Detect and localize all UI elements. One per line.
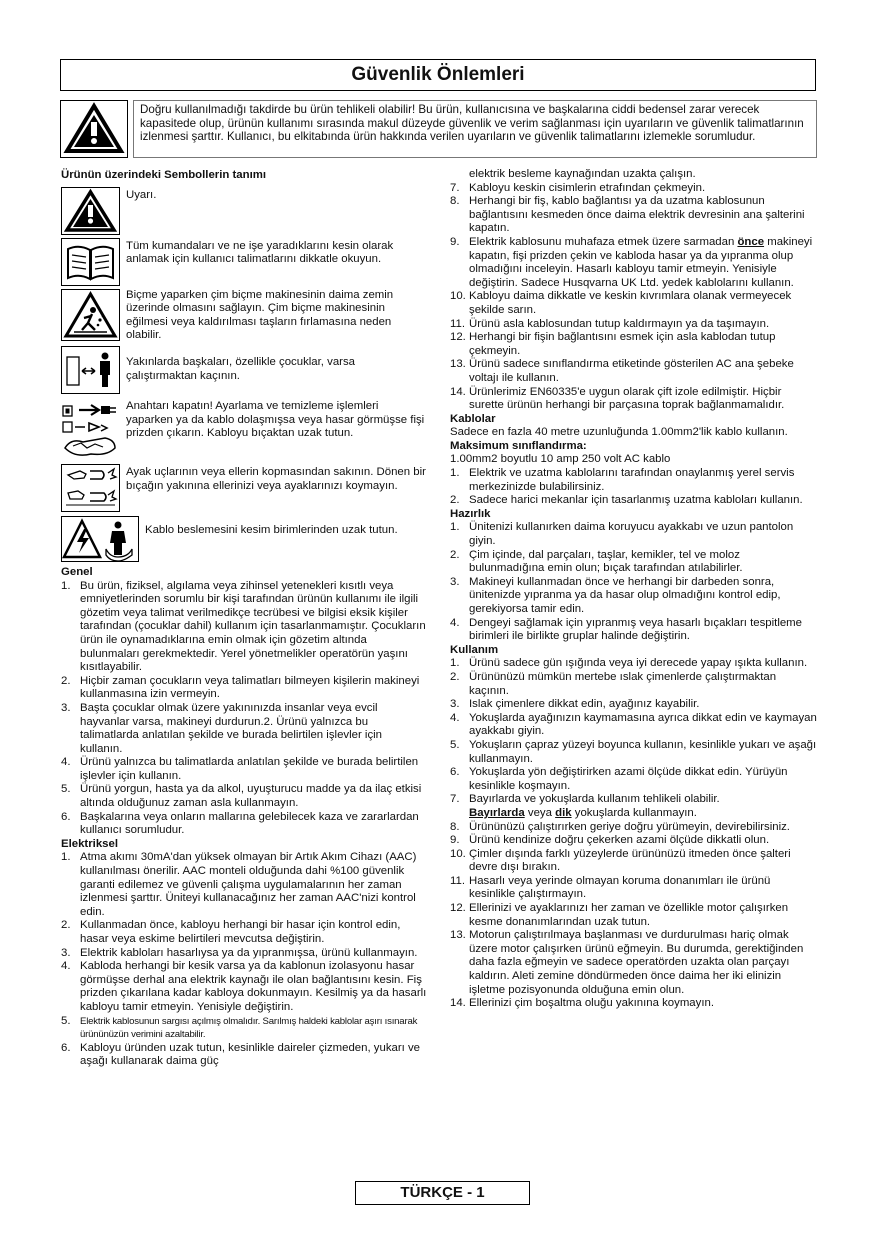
list-number: 13. [450, 358, 466, 371]
list-number: 12. [450, 331, 466, 344]
symbol-row [61, 238, 427, 286]
symbol-text: Tüm kumandaları ve ne işe yaradıklarını kesin olarak anlamak için kullanıcı talimatlarını dikkatle okuyun. [126, 239, 394, 266]
list-number: 4. [61, 960, 71, 973]
intro-warning-text: Doğru kullanılmadığı takdirde bu ürün tehlikeli olabilir! Bu ürün, kullanıcısına ve başkalarına ciddi bedensel zarar verecek kapasitede olup, ürünün kullanımı sırasında makul düzeyde güvenlik ve verim sağlanması için uyarıların ve güvenlik talimatlarının izlenmesi şarttır. Kullanıcı, bu elkitabında ürün hakkında verilen uyarıların ve güvenlik talimatlarını izlemekle sorumludur. [133, 100, 817, 158]
list-item [61, 675, 427, 702]
list-number: 11. [450, 874, 465, 887]
list-item [450, 195, 818, 236]
list-item [450, 997, 818, 1011]
section-heading-kullanim: Kullanım [450, 643, 499, 656]
list-item [450, 671, 818, 698]
list-text: Ürünlerimiz EN60335'e uygun olarak çift izole edilmiştir. Hiçbir surette ürünün herhangi bir parçasına toprak bağlanmamalıdır. [469, 385, 785, 412]
list-number: 2. [61, 674, 71, 687]
warning-triangle-icon [60, 100, 128, 158]
text-fragment: Bayırlarda ve yokuşlarda kullanım tehlikeli olabilir. [469, 793, 720, 806]
list-item [61, 947, 427, 961]
list-number: 5. [61, 783, 71, 796]
symbol-text: Kablo beslemesini kesim birimlerinden uzak tutun. [145, 523, 398, 536]
text-fragment: makineyi kapatın, fişi prizden çekin ve kabloda hasar ya da yıpranma olup olmadığını inceleyin. Hasarlı kabloyu tamir etmeyin. Yenisiyle değiştirin. Sadece Husqvarna UK Ltd. yedek kablolarını kullanın. [469, 235, 813, 289]
list-text: Motorun çalıştırılmaya başlanması ve durdurulması hariç olmak üzere motor çalışırken ürünü eğmeyin. Bu durumda, gerektiğinden daha fazla eğmeyin ve sadece operatörden uzakta olan parçayı kaldırın. Aleti zemine döndürmeden önce daima her iki elinizin işletme pozisyonunda olduğuna emin olun. [469, 929, 804, 996]
list-item [61, 960, 427, 1014]
text-fragment: Elektrik kablosunu muhafaza etmek üzere sarmadan [469, 235, 738, 248]
list-text: Bu ürün, fiziksel, algılama veya zihinsel yetenekleri kısıtlı veya emniyetlerinden sorumlu bir kişi tarafından ürünün kullanımı ile ilgili gözetim veya talimat verilmedikçe tecrübesi ve bilgisi eksik kişiler tarafından (çocuklar dahil) kullanım için tasarlanmamıştır. Çocukların ürün ile oynamadıklarına emin olmak için gözetim altında bulunmaları gerekmektedir. Yerel yönetmelikler operatörün yaşını kısıtlayabilir. [80, 579, 426, 674]
list-number: 6. [61, 1041, 71, 1054]
list-number: 8. [450, 195, 460, 208]
list-number: 9. [450, 235, 460, 248]
list-item [450, 331, 818, 358]
unplug-icon [61, 398, 120, 460]
section-heading-kablolar: Kablolar [450, 412, 496, 425]
list-number: 3. [450, 698, 460, 711]
list-number: 6. [61, 810, 71, 823]
list-number: 12. [450, 902, 466, 915]
list-item [450, 875, 818, 902]
manual-book-icon [61, 238, 120, 286]
symbol-row [61, 516, 427, 562]
list-text: Yokuşların çapraz yüzeyi boyunca kullanın, kesinlikle yukarı ve aşağı kullanmayın. [469, 738, 817, 765]
list-number: 2. [450, 548, 460, 561]
list-number: 7. [450, 793, 460, 806]
blade-hands-feet-icon [61, 464, 120, 512]
list-number: 13. [450, 929, 466, 942]
list-text: Ürünü sadece sınıflandırma etiketinde gösterilen AC ana şebeke voltajı ile kullanın. [469, 358, 794, 384]
list-item [450, 821, 818, 835]
list-text: Ellerinizi ve ayaklarınızı her zaman ve özellikle motor çalışırken kesme donanımlarından uzak tutun. [469, 902, 789, 928]
list-text: Çim içinde, dal parçaları, taşlar, kemikler, tel ve moloz bulunmadığına emin olun; bıçak tarafından atılabilirler. [469, 548, 743, 575]
list-number: 7. [450, 181, 460, 194]
list-text: Ürününüzü çalıştırırken geriye doğru yürümeyin, devirebilirsiniz. [469, 820, 790, 833]
elektriksel-list [61, 851, 427, 1069]
list-number: 8. [450, 820, 460, 833]
list-text [469, 236, 818, 290]
list-item [450, 739, 818, 766]
list-item [450, 657, 818, 671]
list-item [450, 698, 818, 712]
list-number: 9. [450, 834, 460, 847]
list-item [450, 494, 818, 508]
list-text: Ellerinizi çim boşaltma oluğu yakınına koymayın. [469, 997, 715, 1010]
underlined-word: Bayırlarda [469, 806, 525, 819]
list-text: Ünitenizi kullanırken daima koruyucu ayakkabı ve uzun pantolon giyin. [469, 521, 794, 548]
list-item [450, 318, 818, 332]
section-heading-maksimum: Maksimum sınıflandırma: [450, 439, 587, 452]
list-number: 14. [450, 385, 466, 398]
kablolar-text: Sadece en fazla 40 metre uzunluğunda 1.00mm2'lik kablo kullanın. [450, 426, 788, 439]
list-number: 2. [61, 919, 71, 932]
underlined-word: önce [737, 235, 765, 248]
list-text: Herhangi bir fişin bağlantısını esmek için asla kablodan tutup çekmeyin. [469, 331, 776, 357]
list-item [450, 929, 818, 997]
list-number: 3. [450, 575, 460, 588]
page-title: Güvenlik Önlemleri [60, 59, 816, 91]
maksimum-text: 1.00mm2 boyutlu 10 amp 250 volt AC kablo [450, 453, 671, 466]
list-text: Başkalarına veya onların mallarına gelebilecek kaza ve zararlardan kullanıcı sorumludur. [80, 810, 419, 837]
list-number: 5. [61, 1014, 71, 1027]
list-text: Ürünü kendinize doğru çekerken azami ölçüde dikkatli olun. [469, 834, 770, 847]
list-text: Atma akımı 30mA'dan yüksek olmayan bir Artık Akım Cihazı (AAC) kullanılması önerilir. AAC monteli olduğunda dahi %100 güvenlik garanti edilemez ve güvenli çalışma uygulamalarının her zaman izlenmesi şarttır. Üniteyi kullanacağınız her zaman AAC'nizi kontrol edin. [80, 851, 417, 918]
symbol-text: Ayak uçlarının veya ellerin kopmasından sakının. Dönen bir bıçağın yakınına ellerinizi veya ayaklarınızı koymayın. [126, 465, 426, 492]
kullanim-list [450, 657, 818, 1010]
list-item [450, 848, 818, 875]
list-item [450, 358, 818, 385]
keep-distance-icon [61, 346, 120, 394]
list-item [450, 549, 818, 576]
list-item [450, 793, 818, 820]
list-number: 1. [61, 851, 71, 864]
list-item [450, 182, 818, 196]
maksimum-list [450, 467, 818, 508]
list-text: Kullanmadan önce, kabloyu herhangi bir hasar için kontrol edin, hasar veya eskime belirtileri mevcutsa değiştirin. [80, 919, 401, 945]
list-text: Kabloda herhangi bir kesik varsa ya da kablonun izolasyonu hasar görmüşse derhal ana elektrik kaynağı ile olan bağlantısını kesin. Fiş prizden çıkarılana kadar kabloya dokunmayın. Kesilmiş ya da hasarlı kabloyu tamir etmeyin. Yenisiyle değiştirin. [80, 960, 427, 1013]
list-text: Elektrik kabloları hasarlıysa ya da yıpranmışsa, ürünü kullanmayın. [80, 946, 418, 959]
list-text: Kabloyu üründen uzak tutun, kesinlikle daireler çizmeden, yukarı ve aşağı kullanarak daima güç [80, 1041, 421, 1068]
electric-cutting-icon [61, 516, 139, 562]
list-number: 1. [450, 657, 460, 670]
list-item [450, 467, 818, 494]
list-number: 3. [61, 701, 71, 714]
symbol-row [61, 346, 427, 394]
list-text: Kabloyu daima dikkatle ve keskin kıvrımlara olanak vermeyecek şekilde sarın. [469, 290, 792, 316]
symbols-heading: Ürünün üzerindeki Sembollerin tanımı [61, 169, 267, 181]
list-text: Ürünü yorgun, hasta ya da alkol, uyuşturucu madde ya da ilaç etkisi altında olduğunuz zaman asla kullanmayın. [80, 783, 422, 810]
list-number: 1. [450, 467, 460, 480]
list-text: Çimler dışında farklı yüzeylerde ürününüzü itmeden önce şalteri devre dışı bırakın. [469, 847, 791, 874]
list-text: Herhangi bir fiş, kablo bağlantısı ya da uzatma kablosunun bağlantısını kesmeden önce daima elektrik devresinin ana şalterini kapatın. [469, 195, 805, 235]
symbol-row [61, 289, 427, 343]
list-item [61, 702, 427, 756]
list-text: Hasarlı veya yerinde olmayan koruma donanımları ile ürünü kesinlikle çalıştırmayın. [469, 874, 771, 901]
list-text: Sadece harici mekanlar için tasarlanmış uzatma kabloları kullanın. [469, 494, 803, 507]
list-item [450, 521, 818, 548]
list-text: Ürünü sadece gün ışığında veya iyi derecede yapay ışıkta kullanın. [469, 657, 808, 670]
list-item [450, 386, 818, 413]
list-text: Ürünü asla kablosundan tutup kaldırmayın ya da taşımayın. [469, 317, 770, 330]
list-item [450, 834, 818, 848]
symbol-text: Biçme yaparken çim biçme makinesinin daima zemin üzerinde olmasını sağlayın. Çim biçme makinesinin eğilmesi veya kaldırılması taşların fırlamasına neden olabilir. [126, 288, 394, 342]
list-item [61, 919, 427, 946]
list-item [450, 766, 818, 793]
left-column [61, 169, 427, 1069]
list-item [450, 290, 818, 317]
list-number: 1. [61, 579, 71, 592]
symbol-text: Uyarı. [126, 188, 157, 201]
list-item [61, 1042, 427, 1069]
list-number: 10. [450, 290, 466, 303]
list-text: Yokuşlarda yön değiştirirken azami ölçüde dikkat edin. Yürüyün kesinlikle koşmayın. [469, 766, 788, 792]
section-heading-hazirlik: Hazırlık [450, 507, 491, 520]
elektriksel-list-continued [450, 182, 818, 413]
section-heading-genel: Genel [61, 565, 93, 578]
list-item [450, 236, 818, 290]
list-number: 14. [450, 997, 466, 1010]
list-number: 3. [61, 946, 71, 959]
list-text: Yokuşlarda ayağınızın kaymamasına ayrıca dikkat edin ve kaymayan ayakkabı giyin. [469, 711, 817, 738]
list-number: 10. [450, 847, 466, 860]
list-number: 1. [450, 521, 460, 534]
list-item [450, 576, 818, 617]
list-text: Kabloyu keskin cisimlerin etrafından çekmeyin. [469, 181, 706, 194]
list-item [61, 783, 427, 810]
warning-triangle-icon [61, 187, 120, 235]
list-number: 11. [450, 317, 465, 330]
list-item [61, 851, 427, 919]
symbol-row [61, 464, 427, 512]
page-footer-label: TÜRKÇE - 1 [355, 1181, 530, 1205]
list-number: 4. [450, 711, 460, 724]
list-text: Elektrik ve uzatma kablolarını tarafından onaylanmış yerel servis merkezinizde bulabilirsiniz. [469, 467, 795, 493]
list-number: 4. [450, 616, 460, 629]
list-number: 2. [450, 670, 460, 683]
list-number: 5. [450, 738, 460, 751]
list-text: Makineyi kullanmadan önce ve herhangi bir darbeden sonra, ünitenizde yıpranma ya da hasar olup olmadığını kontrol edip, gerekiyorsa tamir edin. [469, 575, 781, 615]
list-item [450, 617, 818, 644]
list-text: Ürününüzü mümkün mertebe ıslak çimenlerde çalıştırmaktan kaçının. [469, 670, 777, 697]
list-item [61, 1015, 427, 1042]
continuation-text: elektrik besleme kaynağından uzakta çalışın. [469, 168, 696, 180]
text-fragment: veya [524, 806, 556, 819]
list-item [450, 902, 818, 929]
list-number: 4. [61, 756, 71, 769]
right-column [450, 168, 818, 1011]
symbol-row [61, 187, 427, 235]
list-number: 2. [450, 494, 460, 507]
list-text: Elektrik kablosunun sargısı açılmış olmalıdır. Sarılmış haldeki kablolar aşırı ısınarak ürününüzün verimini azaltabilir. [80, 1015, 418, 1041]
underlined-word: dik [555, 806, 572, 819]
list-item [450, 712, 818, 739]
hazirlik-list [450, 521, 818, 643]
symbol-text: Anahtarı kapatın! Ayarlama ve temizleme işlemleri yaparken ya da kablo dolaşmışsa veya hasar görmüşse fişi prizden çıkarın. Kabloyu bıçaktan uzak tutun. [126, 399, 425, 440]
list-text: Hiçbir zaman çocukların veya talimatları bilmeyen kişilerin makineyi kullanmasına izin vermeyin. [80, 674, 420, 701]
list-text: Başta çocuklar olmak üzere yakınınızda insanlar veya evcil hayvanlar varsa, makineyi durdurun.2. Ürünü yalnızca bu talimatlarda anlatılan şekilde ve burada belirtilen işlevler için kullanın. [80, 701, 383, 755]
list-item [61, 756, 427, 783]
list-item [61, 580, 427, 675]
section-heading-elektriksel: Elektriksel [61, 837, 118, 850]
list-number: 6. [450, 766, 460, 779]
symbol-row [61, 398, 427, 460]
thrown-objects-icon [61, 289, 120, 341]
list-text [469, 793, 720, 820]
list-text: Ürünü yalnızca bu talimatlarda anlatılan şekilde ve burada belirtilen işlevler için kullanın. [80, 756, 419, 782]
symbol-text: Yakınlarda başkaları, özellikle çocuklar, varsa çalıştırmaktan kaçının. [126, 355, 355, 382]
list-text: Dengeyi sağlamak için yıpranmış veya hasarlı bıçakları tespitleme birimleri ile birlikte gruplar halinde değiştirin. [469, 616, 803, 643]
text-fragment: yokuşlarda kullanmayın. [571, 806, 697, 819]
list-text: Islak çimenlere dikkat edin, ayağınız kayabilir. [469, 698, 700, 711]
genel-list [61, 580, 427, 838]
list-item [61, 811, 427, 838]
